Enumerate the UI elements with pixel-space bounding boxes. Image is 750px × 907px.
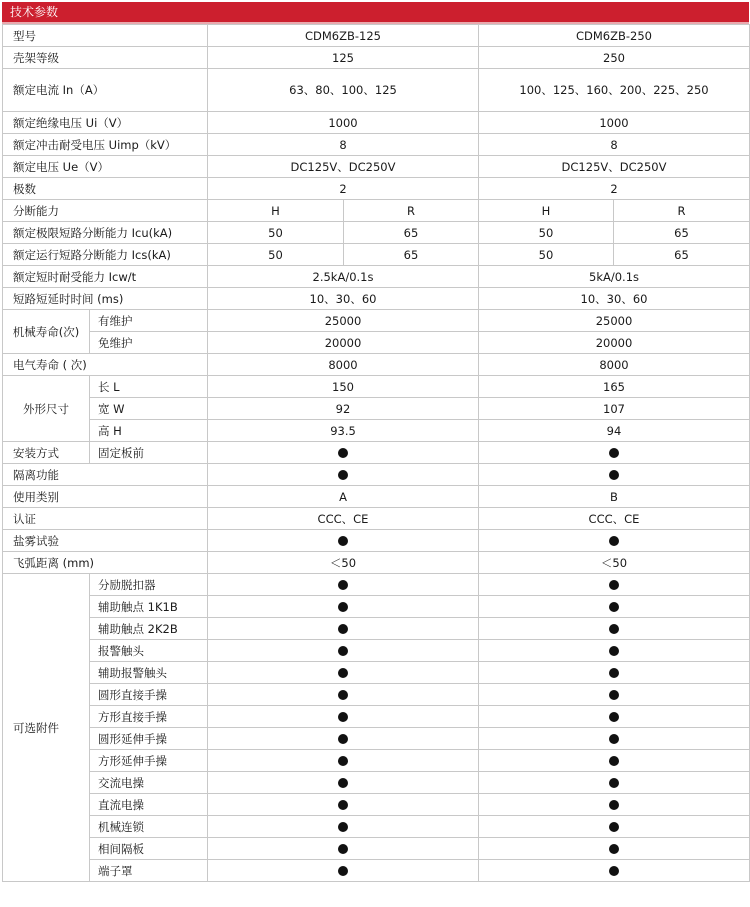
row-accessory <box>3 750 750 772</box>
sublabel-length: 长 L <box>90 376 208 398</box>
value-125: ＜50 <box>208 552 479 574</box>
value-250-r: R <box>614 200 750 222</box>
available-dot-icon <box>609 844 619 854</box>
row-frame <box>3 47 750 69</box>
available-dot-icon <box>609 778 619 788</box>
label-uimp: 额定冲击耐受电压 Uimp（kV） <box>3 134 208 156</box>
value-125: 10、30、60 <box>208 288 479 310</box>
value-250: 107 <box>479 398 750 420</box>
label-ui: 额定绝缘电压 Ui（V） <box>3 112 208 134</box>
value-125: 8 <box>208 134 479 156</box>
accessory-label: 端子罩 <box>90 860 208 882</box>
value-125: 1000 <box>208 112 479 134</box>
value-250: 20000 <box>479 332 750 354</box>
accessory-label: 机械连锁 <box>90 816 208 838</box>
row-mech-maintained <box>3 310 750 332</box>
available-dot-icon <box>609 448 619 458</box>
value-250: 94 <box>479 420 750 442</box>
row-dim-width <box>3 398 750 420</box>
available-dot-icon <box>338 602 348 612</box>
value-125: CCC、CE <box>208 508 479 530</box>
row-ue <box>3 156 750 178</box>
available-dot-icon <box>338 690 348 700</box>
spec-table <box>2 24 750 882</box>
row-accessory <box>3 772 750 794</box>
sublabel-height: 高 H <box>90 420 208 442</box>
available-dot-icon <box>338 712 348 722</box>
value-125: 63、80、100、125 <box>208 69 479 112</box>
label-cert: 认证 <box>3 508 208 530</box>
available-dot-icon <box>338 734 348 744</box>
row-accessory <box>3 816 750 838</box>
row-accessory <box>3 640 750 662</box>
value-125: 150 <box>208 376 479 398</box>
label-isolation: 隔离功能 <box>3 464 208 486</box>
section-header <box>2 2 749 24</box>
row-accessory <box>3 794 750 816</box>
value-125-r: R <box>344 200 479 222</box>
label-elec: 电气寿命 ( 次) <box>3 354 208 376</box>
label-install: 安装方式 <box>3 442 90 464</box>
value-125-h: 50 <box>208 244 344 266</box>
row-accessory <box>3 596 750 618</box>
available-dot-icon <box>609 866 619 876</box>
value-125: CDM6ZB-125 <box>208 25 479 47</box>
label-current: 额定电流 In（A） <box>3 69 208 112</box>
value-250: 8000 <box>479 354 750 376</box>
available-dot-icon <box>338 668 348 678</box>
available-dot-icon <box>338 800 348 810</box>
row-accessory <box>3 684 750 706</box>
available-dot-icon <box>609 580 619 590</box>
row-ics <box>3 244 750 266</box>
available-dot-icon <box>609 712 619 722</box>
sublabel-width: 宽 W <box>90 398 208 420</box>
value-250: 5kA/0.1s <box>479 266 750 288</box>
value-125: 125 <box>208 47 479 69</box>
section-title: 技术参数 <box>10 5 59 19</box>
row-accessory <box>3 618 750 640</box>
row-mech-free <box>3 332 750 354</box>
row-poles <box>3 178 750 200</box>
accessory-label: 方形直接手操 <box>90 706 208 728</box>
value-250: B <box>479 486 750 508</box>
row-install <box>3 442 750 464</box>
accessory-label: 辅助触点 1K1B <box>90 596 208 618</box>
value-250: ＜50 <box>479 552 750 574</box>
value-250: CCC、CE <box>479 508 750 530</box>
available-dot-icon <box>338 866 348 876</box>
sublabel-maintained: 有维护 <box>90 310 208 332</box>
row-delay <box>3 288 750 310</box>
available-dot-icon <box>338 844 348 854</box>
value-125: 25000 <box>208 310 479 332</box>
label-salt: 盐雾试验 <box>3 530 208 552</box>
available-dot-icon <box>338 756 348 766</box>
value-125: 92 <box>208 398 479 420</box>
row-uimp <box>3 134 750 156</box>
value-250-h: H <box>479 200 614 222</box>
spec-sheet <box>2 2 749 882</box>
row-dim-height <box>3 420 750 442</box>
available-dot-icon <box>609 624 619 634</box>
label-ics: 额定运行短路分断能力 Ics(kA) <box>3 244 208 266</box>
value-125: 2.5kA/0.1s <box>208 266 479 288</box>
label-arc: 飞弧距离 (mm) <box>3 552 208 574</box>
label-model: 型号 <box>3 25 208 47</box>
value-250: 100、125、160、200、225、250 <box>479 69 750 112</box>
accessory-label: 直流电操 <box>90 794 208 816</box>
available-dot-icon <box>338 822 348 832</box>
accessory-label: 分励脱扣器 <box>90 574 208 596</box>
row-dim-length <box>3 376 750 398</box>
available-dot-icon <box>609 690 619 700</box>
value-125-h: H <box>208 200 344 222</box>
value-125: A <box>208 486 479 508</box>
row-icu <box>3 222 750 244</box>
row-salt <box>3 530 750 552</box>
label-ue: 额定电压 Ue（V） <box>3 156 208 178</box>
available-dot-icon <box>338 624 348 634</box>
label-dims: 外形尺寸 <box>3 376 90 442</box>
value-250: DC125V、DC250V <box>479 156 750 178</box>
value-250: 165 <box>479 376 750 398</box>
label-icu: 额定极限短路分断能力 Icu(kA) <box>3 222 208 244</box>
available-dot-icon <box>609 756 619 766</box>
row-elec <box>3 354 750 376</box>
available-dot-icon <box>609 800 619 810</box>
value-125: 2 <box>208 178 479 200</box>
available-dot-icon <box>609 668 619 678</box>
value-250: 1000 <box>479 112 750 134</box>
available-dot-icon <box>609 822 619 832</box>
accessory-label: 报警触头 <box>90 640 208 662</box>
row-accessory <box>3 574 750 596</box>
row-accessory <box>3 706 750 728</box>
value-125: 93.5 <box>208 420 479 442</box>
value-250-r: 65 <box>614 244 750 266</box>
value-250-h: 50 <box>479 244 614 266</box>
accessory-label: 交流电操 <box>90 772 208 794</box>
value-125: 8000 <box>208 354 479 376</box>
label-accessories: 可选附件 <box>3 574 90 882</box>
row-accessory <box>3 728 750 750</box>
row-cert <box>3 508 750 530</box>
accessory-label: 相间隔板 <box>90 838 208 860</box>
row-icw <box>3 266 750 288</box>
value-250-r: 65 <box>614 222 750 244</box>
row-current <box>3 69 750 112</box>
row-accessory <box>3 662 750 684</box>
value-250: 8 <box>479 134 750 156</box>
row-model <box>3 25 750 47</box>
available-dot-icon <box>338 536 348 546</box>
label-category: 使用类别 <box>3 486 208 508</box>
available-dot-icon <box>609 734 619 744</box>
row-category <box>3 486 750 508</box>
value-125-r: 65 <box>344 222 479 244</box>
available-dot-icon <box>338 470 348 480</box>
available-dot-icon <box>609 470 619 480</box>
value-125: DC125V、DC250V <box>208 156 479 178</box>
row-isolation <box>3 464 750 486</box>
value-250: 2 <box>479 178 750 200</box>
label-icw: 额定短时耐受能力 Icw/t <box>3 266 208 288</box>
label-mech: 机械寿命(次) <box>3 310 90 354</box>
value-250: 25000 <box>479 310 750 332</box>
sublabel-maintenance-free: 免维护 <box>90 332 208 354</box>
value-250: CDM6ZB-250 <box>479 25 750 47</box>
value-125-r: 65 <box>344 244 479 266</box>
row-arc <box>3 552 750 574</box>
row-accessory <box>3 860 750 882</box>
label-delay: 短路短延时时间 (ms) <box>3 288 208 310</box>
value-250: 10、30、60 <box>479 288 750 310</box>
accessory-label: 辅助触点 2K2B <box>90 618 208 640</box>
label-frame: 壳架等级 <box>3 47 208 69</box>
available-dot-icon <box>338 580 348 590</box>
label-poles: 极数 <box>3 178 208 200</box>
accessory-label: 圆形直接手操 <box>90 684 208 706</box>
accessory-label: 方形延伸手操 <box>90 750 208 772</box>
value-125-h: 50 <box>208 222 344 244</box>
available-dot-icon <box>338 448 348 458</box>
sublabel-fixed-front: 固定板前 <box>90 442 208 464</box>
value-250: 250 <box>479 47 750 69</box>
accessory-label: 圆形延伸手操 <box>90 728 208 750</box>
available-dot-icon <box>609 536 619 546</box>
value-125: 20000 <box>208 332 479 354</box>
row-ui <box>3 112 750 134</box>
label-breaking: 分断能力 <box>3 200 208 222</box>
row-accessory <box>3 838 750 860</box>
accessory-label: 辅助报警触头 <box>90 662 208 684</box>
available-dot-icon <box>338 778 348 788</box>
row-breaking <box>3 200 750 222</box>
value-250-h: 50 <box>479 222 614 244</box>
available-dot-icon <box>338 646 348 656</box>
available-dot-icon <box>609 602 619 612</box>
available-dot-icon <box>609 646 619 656</box>
